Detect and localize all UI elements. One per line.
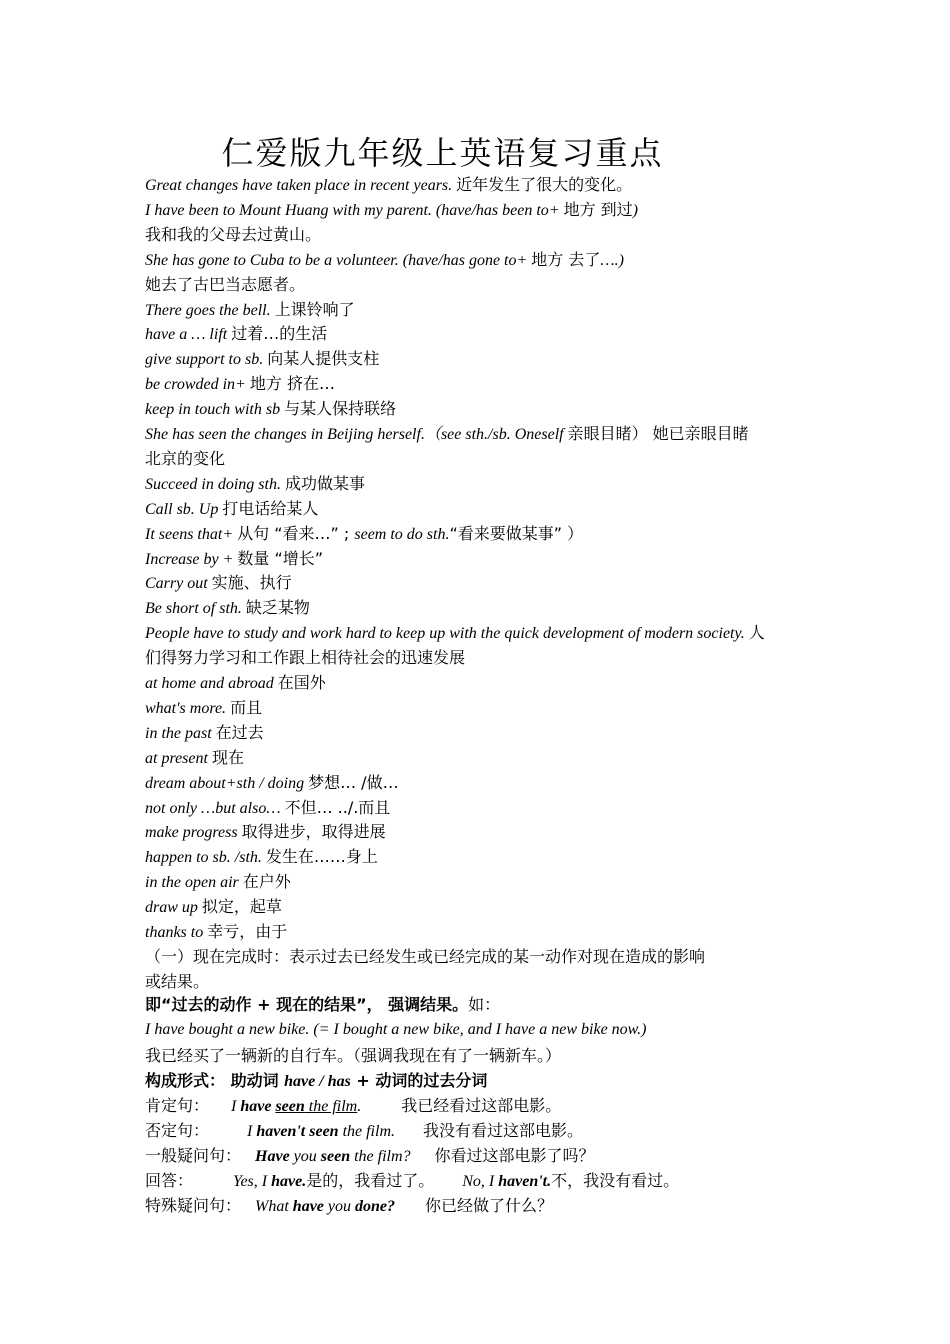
form-line bbox=[145, 1069, 487, 1094]
affirmative-translation: 我已经看过这部电影。 bbox=[401, 1096, 562, 1115]
note-line bbox=[145, 870, 291, 895]
english-text: People have to study and work hard to keep up with the quick development of modern society. bbox=[145, 625, 745, 642]
answer-no-translation: 不，我没有看过。 bbox=[551, 1171, 680, 1190]
note-line bbox=[145, 721, 264, 746]
document-title: 仁爱版九年级上英语复习重点 bbox=[221, 134, 664, 172]
special-subject: you bbox=[323, 1198, 356, 1215]
chinese-text: 向某人提供支柱 bbox=[267, 349, 380, 368]
note-line bbox=[145, 621, 765, 646]
english-text: I have been to Mount Huang with my parent. (have/has been to+ bbox=[145, 202, 560, 219]
note-line bbox=[145, 372, 335, 397]
chinese-text: 缺乏某物 bbox=[245, 598, 310, 617]
note-line bbox=[145, 422, 749, 447]
affirmative-period: . bbox=[357, 1098, 362, 1115]
note-line bbox=[145, 472, 365, 497]
chinese-text: 成功做某事 bbox=[284, 474, 365, 493]
english-text: make progress bbox=[145, 824, 238, 841]
chinese-text: 北京的变化 bbox=[145, 449, 226, 468]
english-text: in the open air bbox=[145, 874, 239, 891]
english-text: draw up bbox=[145, 899, 198, 916]
english-text: ….) bbox=[600, 252, 624, 269]
chinese-text: 打电话给某人 bbox=[222, 499, 319, 518]
chinese-text: 在国外 bbox=[277, 673, 326, 692]
answer-label: 回答： bbox=[145, 1171, 194, 1190]
chinese-text: 拟定，起草 bbox=[201, 897, 282, 916]
note-line bbox=[145, 796, 390, 821]
special-have: have bbox=[292, 1198, 324, 1215]
note-line bbox=[145, 547, 323, 572]
chinese-text: 发生在……身上 bbox=[265, 847, 378, 866]
rule-line bbox=[145, 993, 500, 1017]
chinese-text: 上课铃响了 bbox=[274, 300, 355, 319]
note-line bbox=[145, 671, 326, 696]
english-text: It seens that+ bbox=[145, 526, 234, 543]
note-line bbox=[145, 447, 225, 471]
english-text: be crowded in+ bbox=[145, 376, 246, 393]
chinese-text: 人 bbox=[748, 623, 765, 642]
question-label: 一般疑问句： bbox=[145, 1146, 242, 1165]
note-line bbox=[145, 347, 379, 372]
chinese-text: 梦想… /做… bbox=[308, 773, 399, 792]
english-text: There goes the bell. bbox=[145, 302, 271, 319]
negative-translation: 我没有看过这部电影。 bbox=[423, 1121, 584, 1140]
note-line bbox=[145, 571, 292, 596]
answer-yes-translation: 是的，我看过了。 bbox=[306, 1171, 435, 1190]
note-line bbox=[145, 173, 632, 198]
answer-yes-have: have. bbox=[271, 1173, 307, 1190]
special-label: 特殊疑问句： bbox=[145, 1196, 242, 1215]
affirmative-have: have bbox=[240, 1098, 272, 1115]
affirmative-label: 肯定句： bbox=[145, 1096, 210, 1115]
chinese-text: 与某人保持联络 bbox=[284, 399, 397, 418]
special-what: What bbox=[255, 1198, 293, 1215]
chinese-text: 地方 到过 bbox=[563, 200, 633, 219]
chinese-text: 或结果。 bbox=[145, 972, 210, 991]
english-text: She has gone to Cuba to be a volunteer. (have/has gone to+ bbox=[145, 252, 528, 269]
note-line bbox=[145, 522, 583, 547]
negative-verb: haven't seen bbox=[256, 1123, 339, 1140]
question-seen: seen bbox=[320, 1148, 351, 1165]
note-line bbox=[145, 223, 321, 247]
english-text: Carry out bbox=[145, 575, 208, 592]
chinese-text: 地方 挤在… bbox=[249, 374, 335, 393]
affirmative-object: the film bbox=[304, 1098, 358, 1115]
answer-line bbox=[145, 1169, 679, 1194]
negative-line bbox=[145, 1119, 583, 1144]
negative-subject: I bbox=[247, 1123, 257, 1140]
english-text: thanks to bbox=[145, 924, 204, 941]
form-label: 构成形式： 助动词 bbox=[145, 1071, 285, 1090]
special-done: done? bbox=[355, 1198, 396, 1215]
note-line bbox=[145, 198, 638, 223]
chinese-text: 取得进步，取得进展 bbox=[241, 822, 386, 841]
question-have: Have bbox=[255, 1148, 290, 1165]
note-line bbox=[145, 596, 310, 621]
form-auxiliary: have / has bbox=[284, 1073, 351, 1090]
answer-yes: Yes, I bbox=[233, 1173, 272, 1190]
question-translation: 你看过这部电影了吗？ bbox=[434, 1146, 595, 1165]
note-line bbox=[145, 497, 318, 522]
special-question-line bbox=[145, 1194, 553, 1219]
english-text: have a … lift bbox=[145, 326, 228, 343]
note-line bbox=[145, 322, 327, 347]
note-line bbox=[145, 696, 262, 721]
note-line bbox=[145, 945, 705, 969]
question-subject: you bbox=[289, 1148, 321, 1165]
form-label-suffix: + 动词的过去分词 bbox=[350, 1071, 488, 1090]
example-chinese: 我已经买了一辆新的自行车。（强调我现在有了一辆新车。） bbox=[145, 1046, 562, 1065]
negative-label: 否定句： bbox=[145, 1121, 210, 1140]
chinese-text: 从句 “看来…” ; bbox=[237, 524, 355, 543]
english-text: seem to do sth. bbox=[354, 526, 450, 543]
note-line bbox=[145, 820, 386, 845]
chinese-text: 在户外 bbox=[242, 872, 291, 891]
english-text: dream about+sth / doing bbox=[145, 775, 305, 792]
note-line bbox=[145, 273, 305, 297]
english-text: in the past bbox=[145, 725, 212, 742]
note-line bbox=[145, 895, 282, 920]
note-line bbox=[145, 248, 624, 273]
english-text: at present bbox=[145, 750, 208, 767]
chinese-text: 她去了古巴当志愿者。 bbox=[145, 275, 306, 294]
special-translation: 你已经做了什么？ bbox=[425, 1196, 554, 1215]
note-line bbox=[145, 920, 287, 945]
chinese-text: 现在 bbox=[211, 748, 244, 767]
chinese-text: 而且 bbox=[230, 698, 263, 717]
answer-no-havent: haven't. bbox=[498, 1173, 552, 1190]
chinese-text: 在过去 bbox=[215, 723, 264, 742]
english-text: not only …but also… bbox=[145, 800, 281, 817]
affirmative-subject: I bbox=[231, 1098, 241, 1115]
english-text: give support to sb. bbox=[145, 351, 264, 368]
chinese-text: 过着…的生活 bbox=[231, 324, 328, 343]
english-text: Succeed in doing sth. bbox=[145, 476, 281, 493]
chinese-text: 地方 去了 bbox=[531, 250, 601, 269]
note-line bbox=[145, 845, 378, 870]
example-english: I have bought a new bike. (= I bought a new bike, and I have a new bike now.) bbox=[145, 1021, 647, 1038]
chinese-text: “看来要做某事” ） bbox=[449, 524, 584, 543]
question-line bbox=[145, 1144, 595, 1169]
chinese-text: （一）现在完成时：表示过去已经发生或已经完成的某一动作对现在造成的影响 bbox=[145, 947, 706, 966]
note-line bbox=[145, 397, 396, 422]
chinese-text: 实施、执行 bbox=[211, 573, 292, 592]
note-line bbox=[145, 646, 465, 670]
english-text: Call sb. Up bbox=[145, 501, 219, 518]
rule-text-suffix: 如： bbox=[468, 995, 501, 1014]
chinese-text: 数量 “增长” bbox=[237, 549, 324, 568]
english-text: She has seen the changes in Beijing herself.（see sth./sb. Oneself bbox=[145, 426, 564, 443]
english-text: ) bbox=[632, 202, 638, 219]
english-text: Increase by + bbox=[145, 551, 234, 568]
english-text: what's more. bbox=[145, 700, 227, 717]
note-line bbox=[145, 746, 244, 771]
chinese-text: 们得努力学习和工作跟上相待社会的迅速发展 bbox=[145, 648, 466, 667]
affirmative-seen: seen bbox=[275, 1098, 305, 1115]
rule-text: 即“过去的动作 + 现在的结果”， 强调结果。 bbox=[145, 995, 469, 1014]
chinese-text: 我和我的父母去过黄山。 bbox=[145, 225, 322, 244]
note-line bbox=[145, 298, 355, 323]
negative-object: the film. bbox=[338, 1123, 395, 1140]
english-text: happen to sb. /sth. bbox=[145, 849, 262, 866]
english-text: keep in touch with sb bbox=[145, 401, 281, 418]
chinese-text: 亲眼目睹） 她已亲眼目睹 bbox=[567, 424, 749, 443]
english-text: at home and abroad bbox=[145, 675, 274, 692]
question-object: the film? bbox=[350, 1148, 411, 1165]
english-text: Great changes have taken place in recent years. bbox=[145, 177, 453, 194]
answer-no: No, I bbox=[462, 1173, 499, 1190]
chinese-text: 幸亏，由于 bbox=[207, 922, 288, 941]
note-line bbox=[145, 771, 399, 796]
chinese-text: 近年发生了很大的变化。 bbox=[456, 175, 633, 194]
note-line bbox=[145, 970, 209, 994]
affirmative-line bbox=[145, 1094, 561, 1119]
english-text: Be short of sth. bbox=[145, 600, 242, 617]
chinese-text: 不但… ../.而且 bbox=[284, 798, 391, 817]
